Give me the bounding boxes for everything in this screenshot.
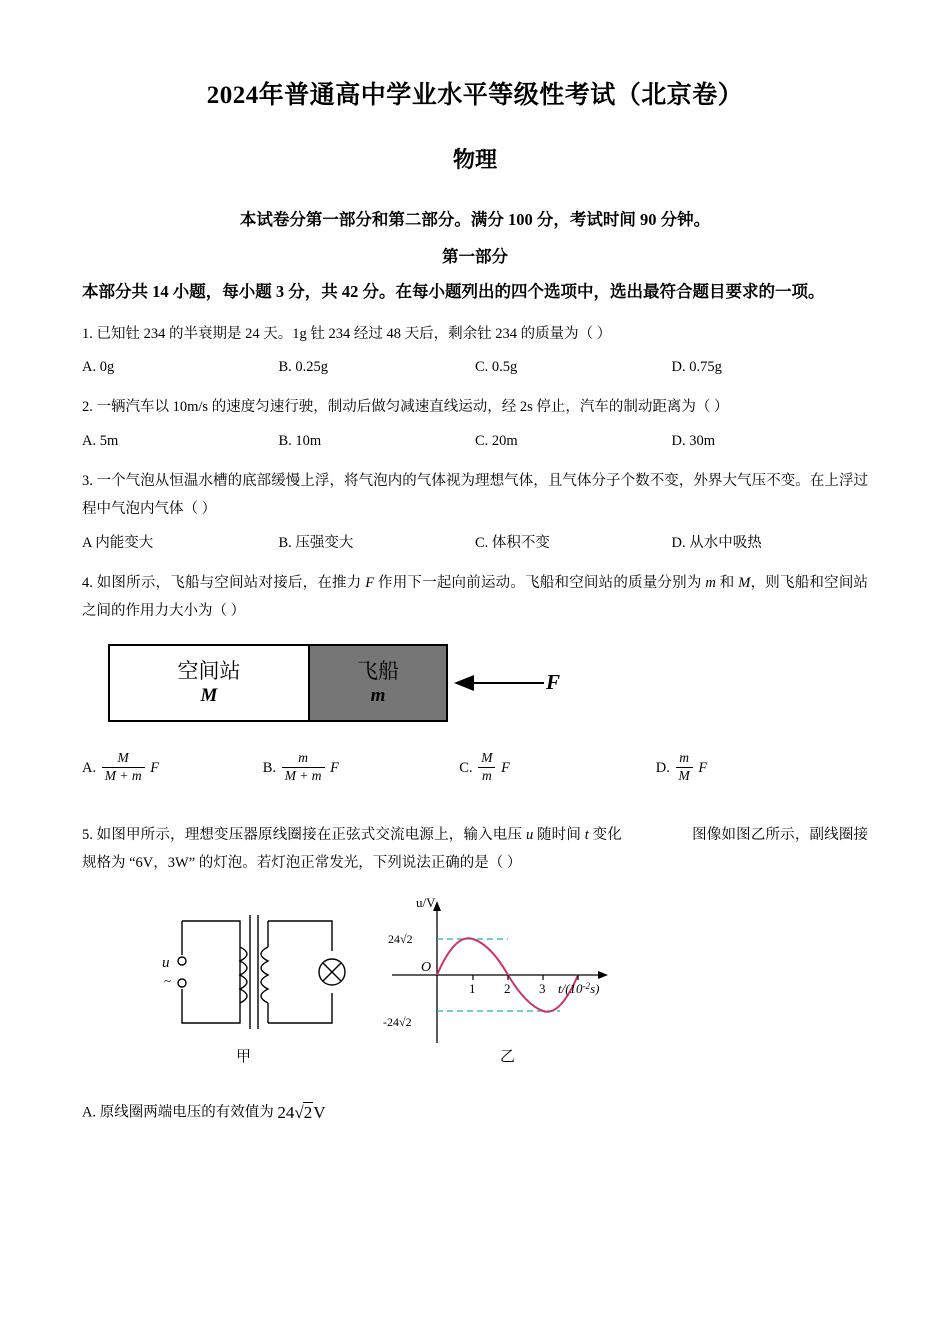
option-a-fraction: $\frac{M}{M + m}$ — [102, 750, 145, 785]
x-tick-1: 1 — [469, 981, 476, 997]
option-c[interactable]: C. 0.5g — [475, 358, 518, 375]
force-label: F — [546, 669, 561, 694]
option-c[interactable]: C. 20m — [475, 432, 518, 449]
question-1-stem: 1. 已知钍 234 的半衰期是 24 天。1g 钍 234 经过 48 天后，剩余钍 234 的质量为（ ） — [82, 325, 612, 342]
question-2-options — [82, 428, 868, 456]
source-voltage-label: u — [162, 955, 170, 972]
option-b[interactable]: B. 0.25g — [278, 358, 329, 375]
option-a[interactable]: A. 0g — [82, 358, 115, 375]
y-axis-label: u/V — [416, 895, 436, 911]
question-5 — [82, 821, 868, 878]
page-title: 2024年普通高中学业水平等级性考试（北京卷） — [206, 82, 744, 109]
option-d[interactable]: D. 0.75g — [671, 358, 722, 375]
figure-transformer-and-waveform — [152, 893, 868, 1073]
question-1-options — [82, 354, 868, 382]
option-d[interactable]: D. 从水中吸热 — [671, 534, 762, 551]
question-4 — [82, 569, 868, 626]
space-station-block — [110, 646, 310, 720]
option-c[interactable]: C. $\frac{M}{m}$ F — [459, 749, 510, 783]
space-station-label: 空间站 — [177, 658, 241, 683]
question-4-options — [82, 749, 868, 787]
option-b[interactable]: B. 10m — [278, 432, 322, 449]
station-ship-assembly — [108, 644, 448, 722]
option-c-fraction: $\frac{M}{m}$ — [478, 750, 495, 785]
option-d[interactable]: D. 30m — [671, 432, 715, 449]
option-c[interactable]: C. 体积不变 — [475, 534, 550, 551]
y-tick-bottom-label: -24√2 — [383, 1015, 412, 1030]
question-2-stem: 2. 一辆汽车以 10m/s 的速度匀速行驶，制动后做匀减速直线运动，经 2s 停止，汽车的制动距离为（ ） — [82, 399, 729, 416]
spaceship-mass-symbol: m — [370, 685, 386, 706]
origin-label: O — [421, 960, 432, 976]
figure-jia-caption: 甲 — [236, 1049, 252, 1066]
ac-source-symbol: ~ — [164, 973, 172, 989]
option-a[interactable]: A. $\frac{M}{M + m}$ F — [82, 749, 160, 783]
spaceship-label: 飞船 — [357, 658, 399, 683]
question-3-stem: 3. 一个气泡从恒温水槽的底部缓慢上浮，将气泡内的气体视为理想气体，且气体分子个数不变，外界大气压不变。在上浮过程中气泡内气体（ ） — [82, 473, 869, 518]
option-b[interactable]: B. $\frac{m}{M + m}$ F — [262, 749, 340, 783]
question-2 — [82, 393, 868, 421]
space-station-mass-symbol: M — [200, 685, 218, 706]
figure-yi-caption: 乙 — [500, 1049, 516, 1066]
question-3-options — [82, 530, 868, 558]
question-3 — [82, 467, 868, 524]
x-axis-label: $t/(10^{-2}s)$ — [558, 981, 600, 997]
question-5-stem: 5. 如图甲所示，理想变压器原线圈接在正弦式交流电源上，输入电压 u 随时间 t 变化 图像如图乙所示，副线圈接规格为 “6V，3W” 的灯泡。若灯泡正常发光，下列说法正确的是（ ） — [82, 826, 869, 871]
figure-spacecraft-station — [108, 644, 868, 740]
transformer-circuit-and-graph-svg — [152, 893, 712, 1073]
option-d[interactable]: D. $\frac{m}{M}$ F — [655, 749, 708, 783]
part-one-instruction: 本部分共 14 小题，每小题 3 分，共 42 分。在每小题列出的四个选项中，选出最符合题目要求的一项。 — [82, 282, 825, 301]
option-a[interactable]: A 内能变大 — [82, 534, 154, 551]
x-tick-3: 3 — [539, 981, 546, 997]
part-one-title: 第一部分 — [442, 247, 508, 266]
spaceship-block — [310, 646, 446, 720]
exam-note: 本试卷分第一部分和第二部分。满分 100 分，考试时间 90 分钟。 — [239, 210, 711, 229]
question-5-option-a[interactable]: A. 原线圈两端电压的有效值为 24√2V — [82, 1097, 868, 1129]
question-1 — [82, 320, 868, 348]
subject-title: 物理 — [452, 147, 497, 172]
x-tick-2: 2 — [504, 981, 511, 997]
y-tick-top-label: 24√2 — [388, 932, 413, 947]
question-4-stem: 4. 如图所示，飞船与空间站对接后，在推力 F 作用下一起向前运动。飞船和空间站的质量分别为 m 和 M，则飞船和空间站之间的作用力大小为（ ） — [82, 575, 869, 620]
option-d-fraction: $\frac{m}{M}$ — [676, 750, 693, 785]
option-a[interactable]: A. 5m — [82, 432, 119, 449]
option-b[interactable]: B. 压强变大 — [278, 534, 354, 551]
option-b-fraction: $\frac{m}{M + m}$ — [282, 750, 325, 785]
option-a-value: 24√2V — [277, 1103, 326, 1123]
